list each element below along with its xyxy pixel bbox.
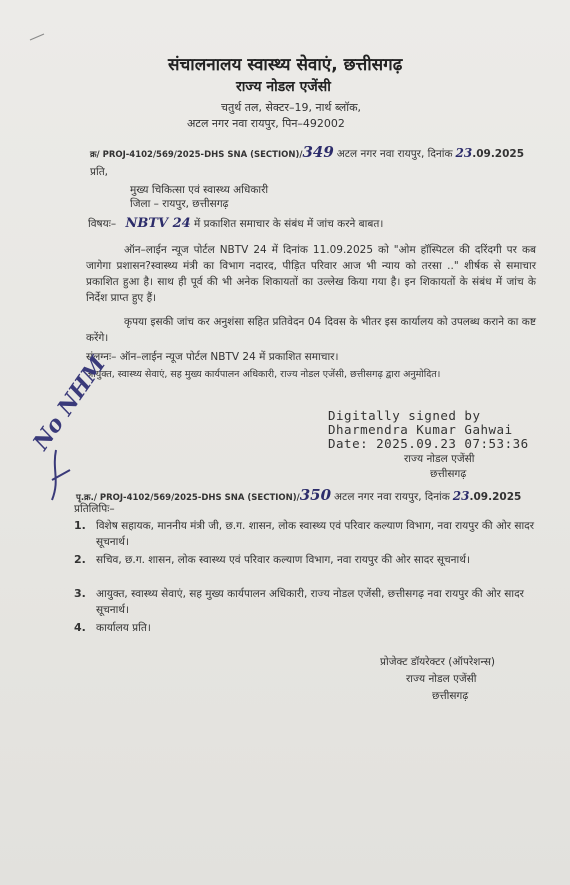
second-reference-number-handwritten: 350 bbox=[299, 486, 332, 504]
subject-handwritten: NBTV 24 bbox=[125, 216, 191, 231]
subject-label: विषयः– bbox=[88, 218, 117, 230]
footer-signature-line-2: राज्य नोडल एजेंसी bbox=[406, 673, 477, 685]
copy-item-1-number: 1. bbox=[74, 519, 86, 532]
reference-date-day: 23 bbox=[455, 146, 473, 160]
office-title: संचालनालय स्वास्थ्य सेवाएं, छत्तीसगढ़ bbox=[168, 55, 403, 75]
copy-item-4-number: 4. bbox=[74, 621, 86, 634]
copy-item-1-text: विशेष सहायक, माननीय मंत्री जी, छ.ग. शासन, लोक स्वास्थ्य एवं परिवार कल्याण विभाग, नवा रायपुर की ओर सादर सूचनार्थ। bbox=[96, 520, 535, 548]
office-subtitle: राज्य नोडल एजेंसी bbox=[236, 79, 331, 95]
copy-item-3-text: आयुक्त, स्वास्थ्य सेवाएं, सह मुख्य कार्यपालन अधिकारी, राज्य नोडल एजेंसी, छत्तीसगढ़ नवा रायपुर की ओर सादर सूचनार्थ। bbox=[96, 588, 524, 616]
recipient-prati: प्रति, bbox=[90, 166, 109, 178]
address-line-1: चतुर्थ तल, सेक्टर–19, नार्थ ब्लॉक, bbox=[221, 101, 362, 114]
approval-line: आयुक्त, स्वास्थ्य सेवाएं, सह मुख्य कार्यपालन अधिकारी, राज्य नोडल एजेंसी, छत्तीसगढ़ द्वारा अनुमोदित। bbox=[86, 369, 441, 380]
copy-item-2-number: 2. bbox=[74, 553, 86, 566]
second-reference-place: अटल नगर नवा रायपुर, दिनांक bbox=[334, 491, 450, 503]
copy-item-4-text: कार्यालय प्रति। bbox=[96, 622, 151, 634]
digital-signature-line-1: Digitally signed by bbox=[328, 408, 481, 423]
subject-text: में प्रकाशित समाचार के संबंध में जांच करने बाबत। bbox=[194, 218, 384, 230]
recipient-line-2: जिला – रायपुर, छत्तीसगढ़ bbox=[130, 198, 229, 210]
body-paragraph-1: ऑन–लाईन न्यूज पोर्टल NBTV 24 में दिनांक 11.09.2025 को "ओम हॉस्पिटल की दरिंदगी पर कब जागेगा प्रशासन?स्वास्थ्य मंत्री का विभाग नदारद, पीड़ित परिवार आज भी न्याय को तरसा .." शीर्षक से समाचार प्रकाशित हुआ है। साथ ही पूर्व की भी अनेक शिकायतों का उल्लेख किया गया है। इन शिकायतों के संबंध में जांच के निर्देश प्राप्त हुए हैं। bbox=[86, 244, 536, 304]
body-paragraph-2: कृपया इसकी जांच कर अनुशंसा सहित प्रतिवेदन 04 दिवस के भीतर इस कार्यालय को उपलब्ध कराने का कष्ट करेंगे। bbox=[86, 316, 536, 344]
signature-state: छत्तीसगढ़ bbox=[430, 468, 467, 480]
reference-place: अटल नगर नवा रायपुर, दिनांक bbox=[336, 148, 453, 160]
second-reference-date-day: 23 bbox=[452, 489, 470, 503]
digital-signature-line-3: Date: 2025.09.23 07:53:36 bbox=[328, 436, 529, 451]
address-line-2: अटल नगर नवा रायपुर, पिन–492002 bbox=[187, 117, 345, 130]
reference-date-rest: .09.2025 bbox=[472, 148, 525, 160]
enclosure-line: संलग्नः– ऑन–लाईन न्यूज पोर्टल NBTV 24 में प्रकाशित समाचार। bbox=[86, 351, 339, 363]
second-reference-date-rest: .09.2025 bbox=[469, 491, 522, 503]
reference-number-handwritten: 349 bbox=[302, 143, 334, 161]
second-reference-line bbox=[76, 486, 521, 504]
handwritten-margin-note: No NHM bbox=[28, 351, 112, 455]
copies-label: प्रतिलिपिः– bbox=[74, 503, 115, 515]
copy-item-2-text: सचिव, छ.ग. शासन, लोक स्वास्थ्य एवं परिवार कल्याण विभाग, नवा रायपुर की ओर सादर सूचनार्थ। bbox=[96, 554, 470, 566]
footer-signature-line-3: छत्तीसगढ़ bbox=[432, 690, 469, 702]
recipient-line-1: मुख्य चिकित्सा एवं स्वास्थ्य अधिकारी bbox=[130, 184, 269, 196]
digital-signature-line-2: Dharmendra Kumar Gahwai bbox=[328, 422, 513, 437]
footer-signature-line-1: प्रोजेक्ट डॉयरेक्टर (ऑपरेशन्स) bbox=[380, 656, 496, 668]
second-reference-prefix: पृ.क्र./ PROJ-4102/569/2025-DHS SNA (SECTION)/ bbox=[76, 493, 300, 503]
reference-prefix: क्र/ PROJ-4102/569/2025-DHS SNA (SECTION)/ bbox=[90, 150, 303, 160]
signature-agency: राज्य नोडल एजेंसी bbox=[404, 453, 475, 465]
copy-item-3-number: 3. bbox=[74, 587, 86, 600]
